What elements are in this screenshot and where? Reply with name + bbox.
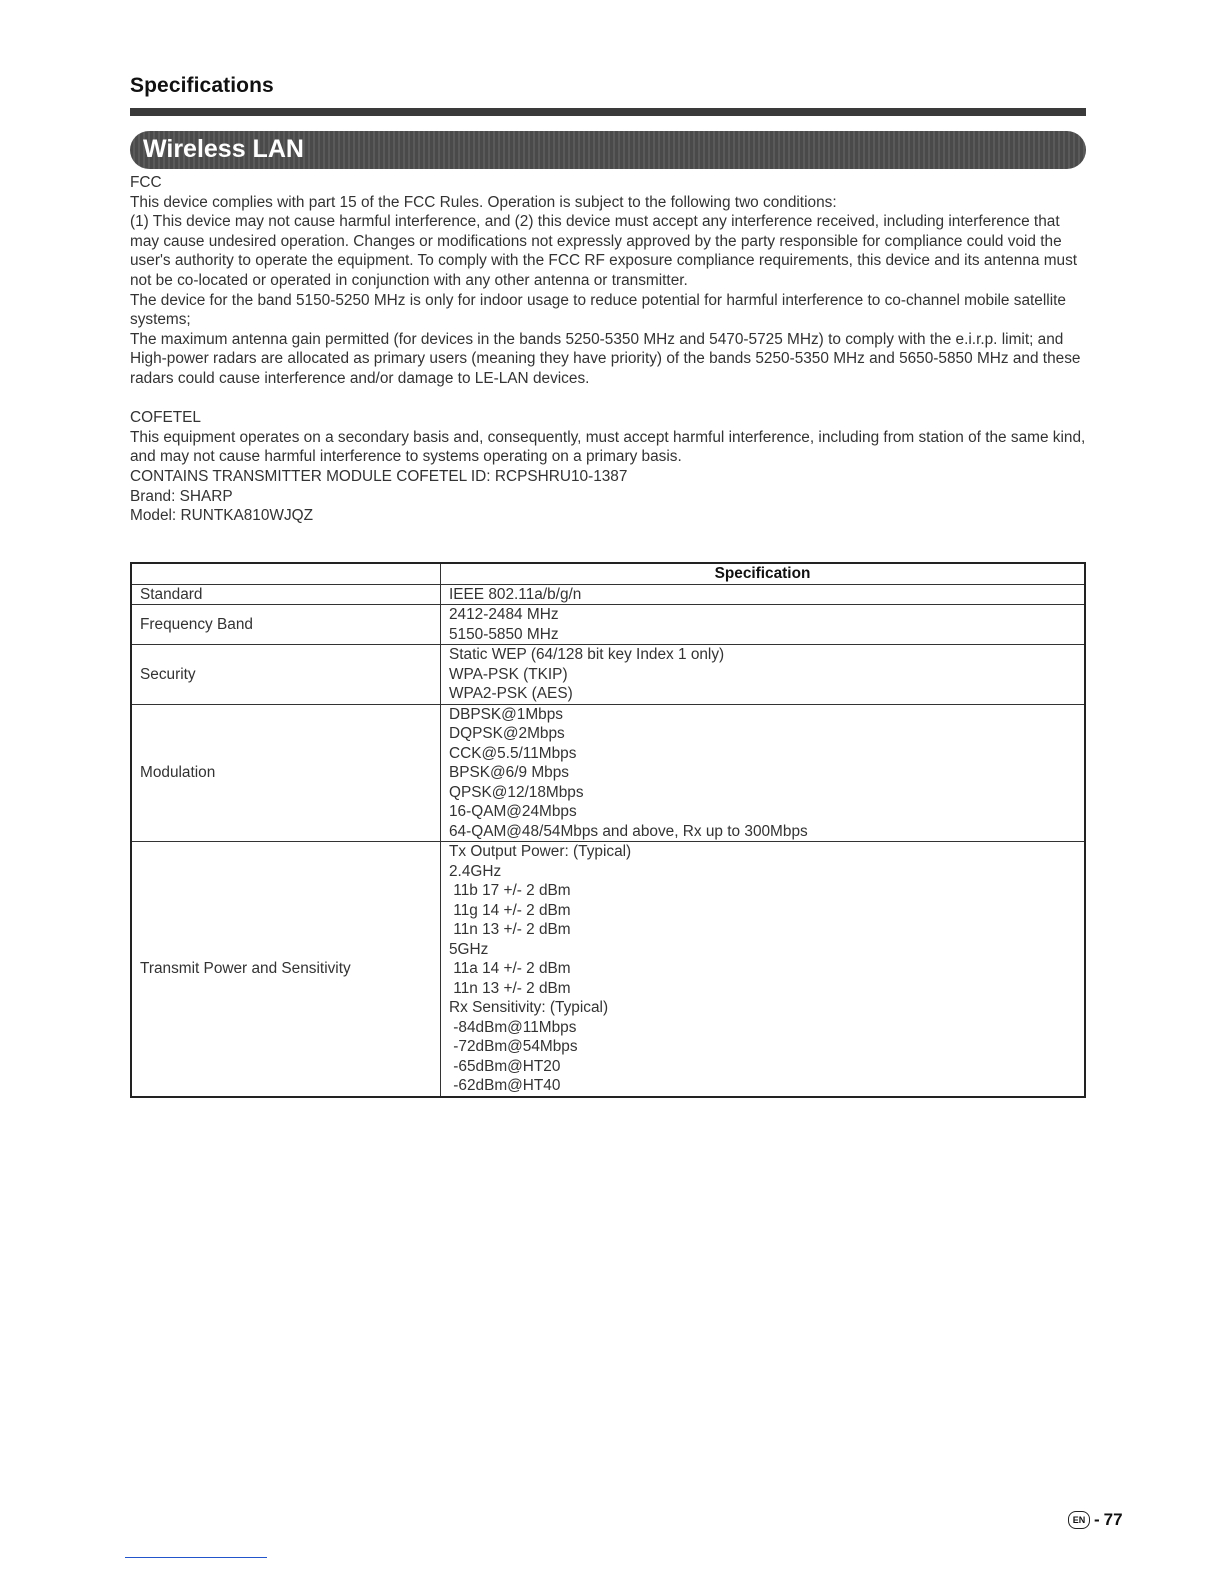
paragraph: FCC [130,174,162,191]
language-badge: EN [1068,1511,1090,1529]
body-text [130,173,1088,526]
paragraph: (1) This device may not cause harmful interference, and (2) this device must accept any interference received, including interference that may cause undesired operation. Changes or modifications not expressly approved by the party responsible for compliance could void the user's authority to operate the equipment. To comply with the FCC RF exposure compliance requirements, this device and its antenna must not be co-located or operated in conjunction with any other antenna or transmitter. [130,213,1078,289]
paragraph: Model: RUNTKA810WJQZ [130,507,314,525]
page-number-value: 77 [1103,1510,1123,1529]
paragraph: CONTAINS TRANSMITTER MODULE COFETEL ID: RCPSHRU10-1387 [130,467,628,485]
table-row [131,605,1085,645]
table-header-row [131,563,1085,584]
table-row [131,645,1085,705]
spec-value-line: 5150-5850 MHz [449,625,559,643]
spec-label: Transmit Power and Sensitivity [131,842,441,1097]
spec-value-line: Tx Output Power: (Typical) [449,843,632,860]
table-body [131,584,1085,1097]
spec-value-line: QPSK@12/18Mbps [449,783,584,801]
page-title: Specifications [130,74,274,97]
spec-value-line: WPA2-PSK (AES) [449,685,573,702]
paragraph: The device for the band 5150-5250 MHz is only for indoor usage to reduce potential for harmful interference to co-channel mobile satellite systems; [130,291,1066,329]
spec-value-line: 64-QAM@48/54Mbps and above, Rx up to 300Mbps [449,822,808,840]
spec-value-line: 2412-2484 MHz [449,606,559,623]
spec-value [441,704,1086,842]
page-number [1068,1510,1123,1530]
section-banner [130,131,1086,169]
spec-value-line: CCK@5.5/11Mbps [449,744,577,762]
spec-value-line: DQPSK@2Mbps [449,725,565,742]
spec-value-line: -84dBm@11Mbps [449,1018,577,1036]
spec-value-line: -65dBm@HT20 [449,1057,561,1075]
spec-value-line: -62dBm@HT40 [449,1077,561,1094]
spec-value [441,842,1086,1097]
header-divider [130,108,1086,116]
spec-label: Frequency Band [131,605,441,645]
spec-value [441,605,1086,645]
spec-label: Standard [131,584,441,605]
spec-value-line: Static WEP (64/128 bit key Index 1 only) [449,646,725,663]
spec-label: Security [131,645,441,705]
paragraph: This device complies with part 15 of the FCC Rules. Operation is subject to the following two conditions: [130,193,837,211]
table-row [131,584,1085,605]
table-header-specification: Specification [441,563,1086,584]
spec-value-line: 11a 14 +/- 2 dBm [449,960,571,977]
spec-value-line: 2.4GHz [449,862,502,880]
spec-value-line: WPA-PSK (TKIP) [449,665,568,683]
paragraph: COFETEL [130,409,201,427]
spec-value-line: IEEE 802.11a/b/g/n [449,585,582,603]
spec-value-line: 11n 13 +/- 2 dBm [449,921,571,938]
page-separator: - [1094,1510,1100,1529]
spacer [130,389,1088,409]
spec-value-line: -72dBm@54Mbps [449,1038,578,1055]
spec-value [441,584,1086,605]
spec-label: Modulation [131,704,441,842]
spec-value-line: 5GHz [449,940,489,958]
paragraph: This equipment operates on a secondary basis and, consequently, must accept harmful interference, including from station of the same kind, and may not cause harmful interference to systems operating on a primary basis. [130,428,1086,466]
paragraph: The maximum antenna gain permitted (for devices in the bands 5250-5350 MHz and 5470-5725 MHz) to comply with the e.i.r.p. limit; and High-power radars are allocated as primary users (meaning they have priority) of the bands 5250-5350 MHz and 5650-5850 MHz and these radars could cause interference and/or damage to LE-LAN devices. [130,330,1081,387]
table-row [131,704,1085,842]
spec-value-line: BPSK@6/9 Mbps [449,764,569,781]
table-row [131,842,1085,1097]
spec-value-line: 11b 17 +/- 2 dBm [449,882,571,899]
footer-underline [125,1557,267,1558]
specification-table [130,562,1086,1098]
spec-value-line: DBPSK@1Mbps [449,705,563,723]
table-header-blank [131,563,441,584]
spec-value-line: 16-QAM@24Mbps [449,803,577,820]
spec-value-line: 11n 13 +/- 2 dBm [449,979,571,997]
spec-value-line: Rx Sensitivity: (Typical) [449,999,609,1016]
spec-value [441,645,1086,705]
section-title: Wireless LAN [143,135,304,163]
paragraph: Brand: SHARP [130,487,233,505]
spec-value-line: 11g 14 +/- 2 dBm [449,901,571,919]
